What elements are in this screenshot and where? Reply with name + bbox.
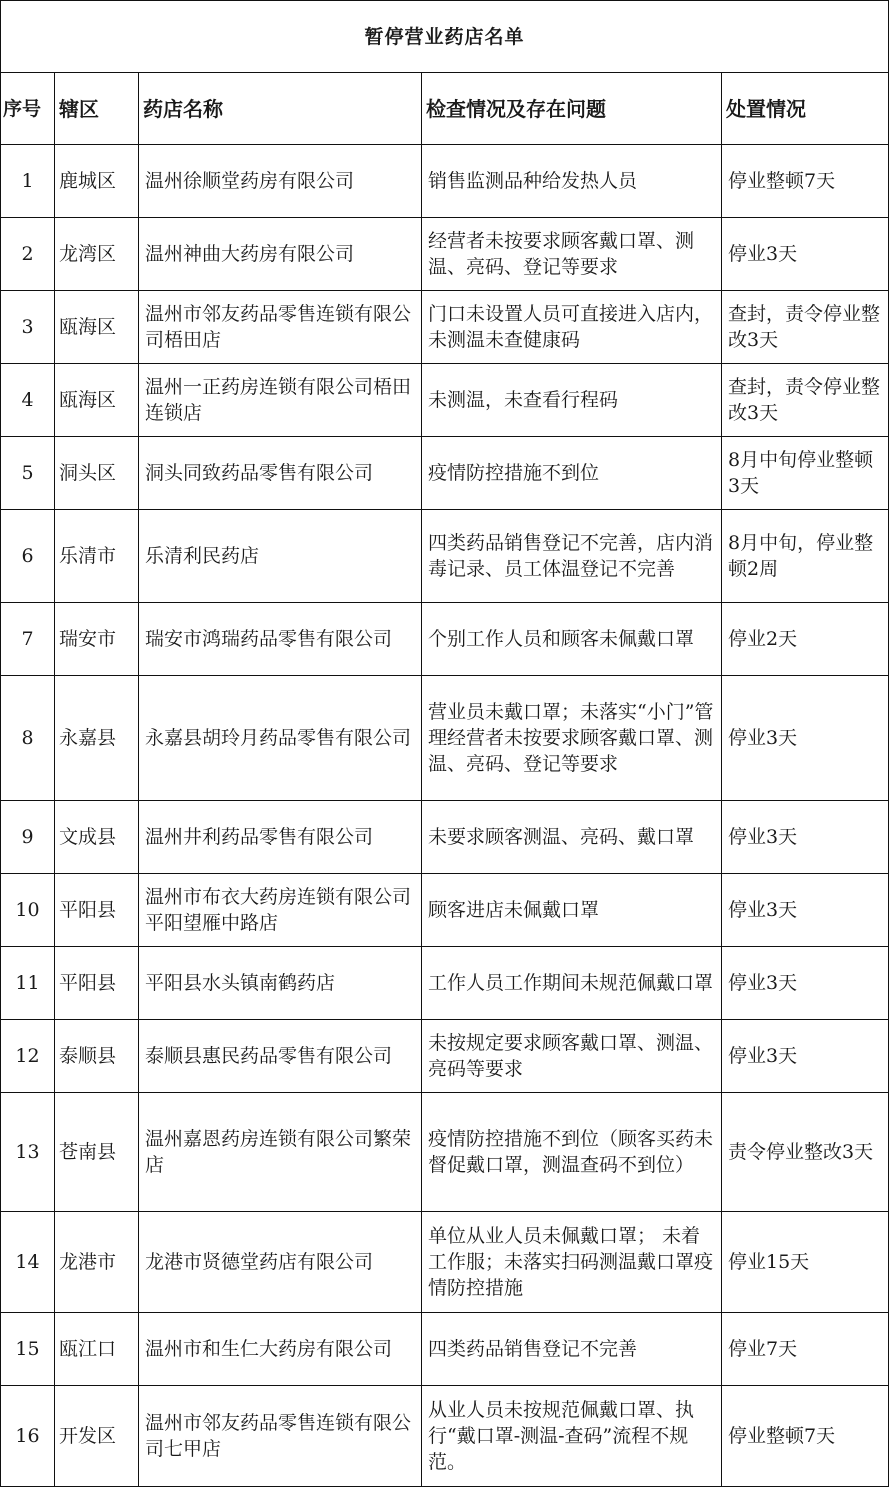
table-row (1, 145, 889, 218)
cell-issue: 四类药品销售登记不完善，店内消毒记录、员工体温登记不完善 (422, 510, 722, 603)
cell-issue: 未按规定要求顾客戴口罩、测温、亮码等要求 (422, 1020, 722, 1093)
table-row (1, 1020, 889, 1093)
cell-no: 4 (1, 364, 55, 437)
cell-issue: 销售监测品种给发热人员 (422, 145, 722, 218)
cell-action: 停业3天 (722, 218, 889, 291)
cell-no: 5 (1, 437, 55, 510)
cell-action: 停业2天 (722, 603, 889, 676)
cell-issue: 营业员未戴口罩；未落实“小门”管理经营者未按要求顾客戴口罩、测温、亮码、登记等要求 (422, 676, 722, 801)
header-row (1, 73, 889, 145)
column-header-issue: 检查情况及存在问题 (422, 73, 722, 145)
cell-action: 停业3天 (722, 1020, 889, 1093)
table-row (1, 510, 889, 603)
cell-name: 温州市邻友药品零售连锁有限公司梧田店 (139, 291, 422, 364)
title-row (1, 1, 889, 73)
table-row (1, 1212, 889, 1313)
cell-no: 16 (1, 1386, 55, 1487)
cell-name: 龙港市贤德堂药店有限公司 (139, 1212, 422, 1313)
cell-district: 苍南县 (55, 1093, 139, 1212)
cell-action: 停业3天 (722, 874, 889, 947)
cell-name: 泰顺县惠民药品零售有限公司 (139, 1020, 422, 1093)
cell-district: 龙湾区 (55, 218, 139, 291)
cell-action: 停业3天 (722, 801, 889, 874)
cell-name: 温州市邻友药品零售连锁有限公司七甲店 (139, 1386, 422, 1487)
cell-no: 1 (1, 145, 55, 218)
cell-no: 6 (1, 510, 55, 603)
table-row (1, 676, 889, 801)
cell-name: 温州市布衣大药房连锁有限公司平阳望雁中路店 (139, 874, 422, 947)
cell-district: 鹿城区 (55, 145, 139, 218)
cell-name: 平阳县水头镇南鹤药店 (139, 947, 422, 1020)
column-header-action: 处置情况 (722, 73, 889, 145)
cell-issue: 工作人员工作期间未规范佩戴口罩 (422, 947, 722, 1020)
cell-name: 温州市和生仁大药房有限公司 (139, 1313, 422, 1386)
cell-district: 瑞安市 (55, 603, 139, 676)
table-title: 暂停营业药店名单 (1, 1, 889, 73)
cell-issue: 从业人员未按规范佩戴口罩、执行“戴口罩-测温-查码”流程不规范。 (422, 1386, 722, 1487)
cell-district: 龙港市 (55, 1212, 139, 1313)
cell-issue: 经营者未按要求顾客戴口罩、测温、亮码、登记等要求 (422, 218, 722, 291)
column-header-district: 辖区 (55, 73, 139, 145)
cell-action: 8月中旬，停业整顿2周 (722, 510, 889, 603)
cell-no: 3 (1, 291, 55, 364)
cell-no: 10 (1, 874, 55, 947)
cell-district: 平阳县 (55, 874, 139, 947)
cell-issue: 门口未设置人员可直接进入店内，未测温未查健康码 (422, 291, 722, 364)
cell-district: 开发区 (55, 1386, 139, 1487)
cell-no: 8 (1, 676, 55, 801)
cell-district: 文成县 (55, 801, 139, 874)
cell-name: 洞头同致药品零售有限公司 (139, 437, 422, 510)
table-row (1, 437, 889, 510)
cell-no: 9 (1, 801, 55, 874)
cell-action: 8月中旬停业整顿3天 (722, 437, 889, 510)
cell-action: 查封，责令停业整改3天 (722, 364, 889, 437)
cell-issue: 疫情防控措施不到位（顾客买药未督促戴口罩，测温查码不到位） (422, 1093, 722, 1212)
cell-district: 瓯海区 (55, 364, 139, 437)
cell-action: 停业整顿7天 (722, 1386, 889, 1487)
cell-issue: 四类药品销售登记不完善 (422, 1313, 722, 1386)
cell-name: 温州徐顺堂药房有限公司 (139, 145, 422, 218)
cell-name: 瑞安市鸿瑞药品零售有限公司 (139, 603, 422, 676)
table-row (1, 1313, 889, 1386)
table-row (1, 218, 889, 291)
cell-name: 温州嘉恩药房连锁有限公司繁荣店 (139, 1093, 422, 1212)
cell-name: 温州井利药品零售有限公司 (139, 801, 422, 874)
cell-district: 泰顺县 (55, 1020, 139, 1093)
cell-action: 停业3天 (722, 947, 889, 1020)
cell-issue: 顾客进店未佩戴口罩 (422, 874, 722, 947)
cell-district: 永嘉县 (55, 676, 139, 801)
table-row (1, 603, 889, 676)
cell-name: 温州一正药房连锁有限公司梧田连锁店 (139, 364, 422, 437)
table-row (1, 874, 889, 947)
table-row (1, 1093, 889, 1212)
table-row (1, 947, 889, 1020)
cell-action: 停业15天 (722, 1212, 889, 1313)
cell-district: 瓯江口 (55, 1313, 139, 1386)
cell-name: 温州神曲大药房有限公司 (139, 218, 422, 291)
table-body (1, 145, 889, 1487)
cell-district: 瓯海区 (55, 291, 139, 364)
cell-issue: 未要求顾客测温、亮码、戴口罩 (422, 801, 722, 874)
cell-district: 洞头区 (55, 437, 139, 510)
cell-no: 15 (1, 1313, 55, 1386)
cell-issue: 单位从业人员未佩戴口罩； 未着工作服；未落实扫码测温戴口罩疫情防控措施 (422, 1212, 722, 1313)
cell-no: 14 (1, 1212, 55, 1313)
cell-issue: 未测温，未查看行程码 (422, 364, 722, 437)
cell-name: 永嘉县胡玲月药品零售有限公司 (139, 676, 422, 801)
cell-action: 责令停业整改3天 (722, 1093, 889, 1212)
column-header-name: 药店名称 (139, 73, 422, 145)
cell-action: 停业3天 (722, 676, 889, 801)
cell-action: 停业整顿7天 (722, 145, 889, 218)
table-row (1, 1386, 889, 1487)
table-row (1, 291, 889, 364)
cell-no: 2 (1, 218, 55, 291)
cell-district: 乐清市 (55, 510, 139, 603)
cell-no: 12 (1, 1020, 55, 1093)
cell-action: 查封，责令停业整改3天 (722, 291, 889, 364)
cell-issue: 个别工作人员和顾客未佩戴口罩 (422, 603, 722, 676)
cell-name: 乐清利民药店 (139, 510, 422, 603)
table-row (1, 364, 889, 437)
column-header-no: 序号 (1, 73, 55, 145)
cell-district: 平阳县 (55, 947, 139, 1020)
cell-no: 13 (1, 1093, 55, 1212)
cell-issue: 疫情防控措施不到位 (422, 437, 722, 510)
cell-no: 11 (1, 947, 55, 1020)
table-row (1, 801, 889, 874)
cell-no: 7 (1, 603, 55, 676)
cell-action: 停业7天 (722, 1313, 889, 1386)
